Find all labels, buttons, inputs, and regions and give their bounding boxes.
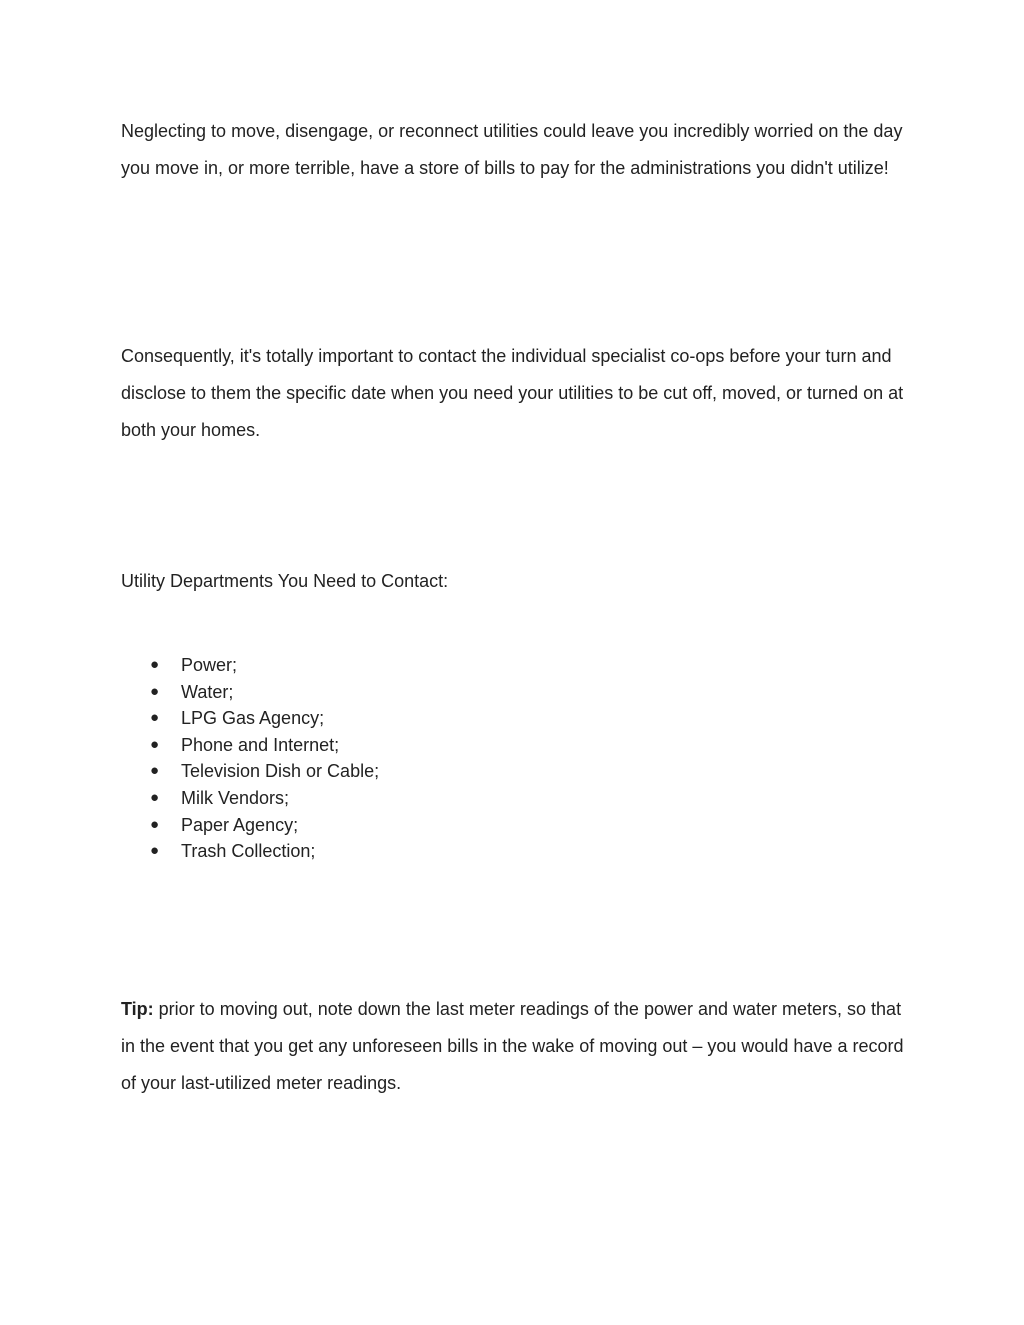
- bullet-icon: ●: [150, 815, 160, 833]
- list-item: ● Television Dish or Cable;: [121, 758, 379, 785]
- intro-paragraph: Neglecting to move, disengage, or reconnect utilities could leave you incredibly worried on the day you move in, or more terrible, have a store of bills to pay for the administrations you didn't utilize!: [121, 121, 903, 178]
- consequence-paragraph: Consequently, it's totally important to contact the individual specialist co-ops before your turn and disclose to them the specific date when you need your utilities to be cut off, moved, or turned on at both your homes.: [121, 346, 904, 440]
- list-item: ● Trash Collection;: [121, 838, 379, 865]
- tip-text: prior to moving out, note down the last meter readings of the power and water meters, so that in the event that you get any unforeseen bills in the wake of moving out – you would have a record of your last-utilized meter readings.: [121, 999, 904, 1093]
- list-item: ● Water;: [121, 679, 379, 706]
- bullet-icon: ●: [150, 656, 160, 673]
- bullet-icon: ●: [150, 682, 160, 700]
- utility-departments-list: [121, 652, 379, 865]
- list-item: ● Paper Agency;: [121, 812, 379, 839]
- utility-list-heading: Utility Departments You Need to Contact:: [121, 571, 449, 591]
- list-item: ● Phone and Internet;: [121, 732, 379, 759]
- bullet-icon: ●: [150, 788, 160, 806]
- list-item: ● Power;: [121, 652, 379, 679]
- tip-paragraph: [121, 991, 911, 1102]
- bullet-icon: ●: [150, 735, 160, 753]
- list-item: ● Milk Vendors;: [121, 785, 379, 812]
- bullet-icon: ●: [150, 762, 160, 780]
- list-item: ● LPG Gas Agency;: [121, 705, 379, 732]
- bullet-icon: ●: [150, 842, 160, 860]
- tip-label: Tip:: [121, 999, 154, 1019]
- bullet-icon: ●: [150, 709, 160, 727]
